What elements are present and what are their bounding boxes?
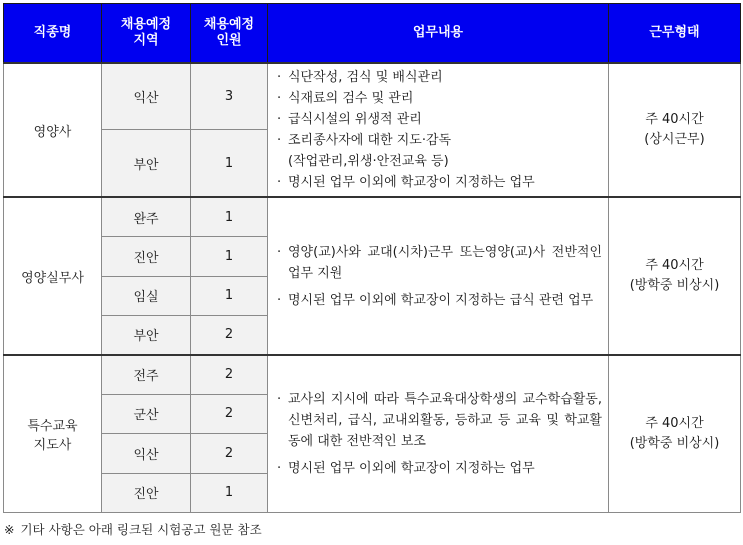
region-cell: 군산 [102,394,191,433]
duties-cell [268,197,609,355]
count-cell: 2 [191,434,268,473]
job-cell: 영양실무사 [4,197,102,355]
count-cell: 1 [191,276,268,315]
header-worktype: 근무형태 [609,4,741,64]
footnote [4,520,262,538]
region-cell: 익산 [102,434,191,473]
reference-mark-icon: ※ [4,522,15,537]
duties-cell [268,355,609,513]
region-cell: 부안 [102,316,191,355]
count-cell: 1 [191,473,268,512]
header-count: 채용예정 인원 [191,4,268,64]
count-cell: 2 [191,316,268,355]
count-cell: 3 [191,63,268,130]
duty-item: · 명시된 업무 이외에 학교장이 지정하는 급식 관련 업무 [276,290,602,311]
job-cell: 영양사 [4,63,102,197]
duties-cell [268,63,609,197]
count-cell: 2 [191,355,268,394]
duty-item: · 교사의 지시에 따라 특수교육대상학생의 교수학습활동, 신변처리, 급식, 교내외활동, 등하교 등 교육 및 학교활동에 대한 전반적인 보조 [276,389,602,452]
count-cell: 1 [191,237,268,276]
duty-item: · 명시된 업무 이외에 학교장이 지정하는 업무 [276,458,602,479]
region-cell: 완주 [102,197,191,236]
worktype-cell: 주 40시간 (방학중 비상시) [609,355,741,513]
table-row [4,355,741,394]
duty-item: · 급식시설의 위생적 관리 [276,109,602,130]
table-row [4,197,741,236]
header-region: 채용예정 지역 [102,4,191,64]
worktype-cell: 주 40시간 (상시근무) [609,63,741,197]
worktype-cell: 주 40시간 (방학중 비상시) [609,197,741,355]
region-cell: 전주 [102,355,191,394]
footnote-text: 기타 사항은 아래 링크된 시험공고 원문 참조 [20,522,262,537]
header-job: 직종명 [4,4,102,64]
region-cell: 부안 [102,130,191,198]
table-row [4,63,741,130]
count-cell: 1 [191,197,268,236]
duty-item: · 영양(교)사와 교대(시차)근무 또는영양(교)사 전반적인 업무 지원 [276,242,602,284]
duty-item: (작업관리,위생·안전교육 등) [288,154,449,170]
duty-item: · 식재료의 검수 및 관리 [276,88,602,109]
region-cell: 익산 [102,63,191,130]
header-duties: 업무내용 [268,4,609,64]
job-cell: 특수교육 지도사 [4,355,102,513]
region-cell: 진안 [102,237,191,276]
recruitment-table [3,3,741,513]
duty-item: · 식단작성, 검식 및 배식관리 [276,67,602,88]
region-cell: 진안 [102,473,191,512]
region-cell: 임실 [102,276,191,315]
count-cell: 2 [191,394,268,433]
header-row [4,4,741,64]
duty-item: · 조리종사자에 대한 지도·감독 [276,130,602,151]
count-cell: 1 [191,130,268,198]
duty-item: · 명시된 업무 이외에 학교장이 지정하는 업무 [276,172,602,193]
